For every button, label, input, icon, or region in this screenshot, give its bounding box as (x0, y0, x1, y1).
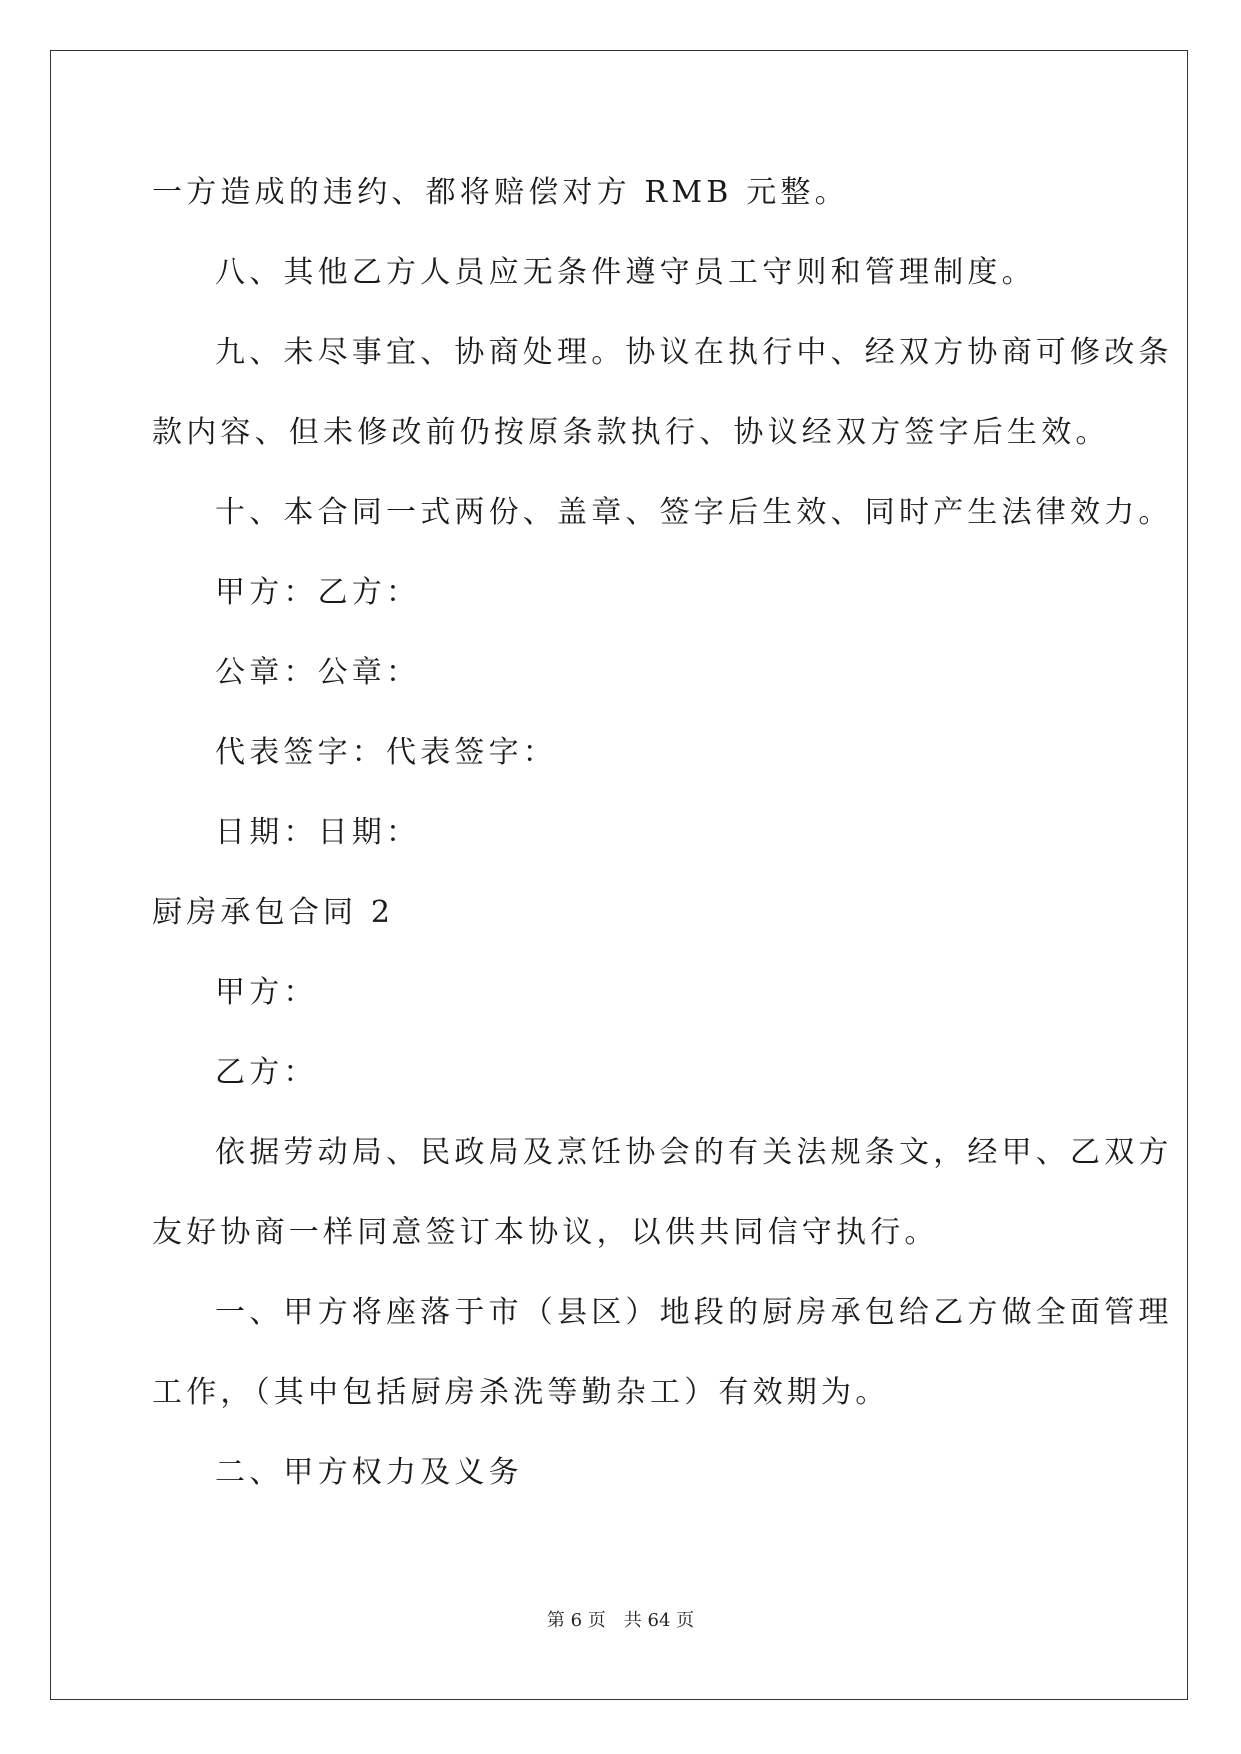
preamble-continuation: 友好协商一样同意签订本协议，以供共同信守执行。 (152, 1215, 939, 1250)
clause-10: 十、本合同一式两份、盖章、签字后生效、同时产生法律效力。 (215, 495, 1173, 530)
party-b-label: 乙方： (215, 1055, 318, 1090)
current-page-label: 第 6 页 (546, 1610, 606, 1631)
signature-seals: 公章：公章： (215, 655, 421, 690)
text-line-continuation: 一方造成的违约、都将赔偿对方 RMB 元整。 (152, 175, 849, 210)
total-pages-label: 共 64 页 (623, 1610, 695, 1631)
signature-parties: 甲方：乙方： (215, 575, 421, 610)
contract-2-title: 厨房承包合同 2 (152, 895, 395, 930)
page-footer (0, 1609, 1241, 1633)
clause-2-heading: 二、甲方权力及义务 (215, 1455, 523, 1490)
preamble: 依据劳动局、民政局及烹饪协会的有关法规条文，经甲、乙双方 (215, 1135, 1173, 1170)
clause-9-continuation: 款内容、但未修改前仍按原条款执行、协议经双方签字后生效。 (152, 415, 1110, 450)
clause-8: 八、其他乙方人员应无条件遵守员工守则和管理制度。 (215, 255, 1036, 290)
clause-9: 九、未尽事宜、协商处理。协议在执行中、经双方协商可修改条 (215, 335, 1173, 370)
party-a-label: 甲方： (215, 975, 318, 1010)
clause-1: 一、甲方将座落于市（县区）地段的厨房承包给乙方做全面管理 (215, 1295, 1173, 1330)
clause-1-continuation: 工作，（其中包括厨房杀洗等勤杂工）有效期为。 (152, 1375, 890, 1410)
signature-dates: 日期：日期： (215, 815, 421, 850)
signature-representatives: 代表签字：代表签字： (215, 735, 557, 770)
